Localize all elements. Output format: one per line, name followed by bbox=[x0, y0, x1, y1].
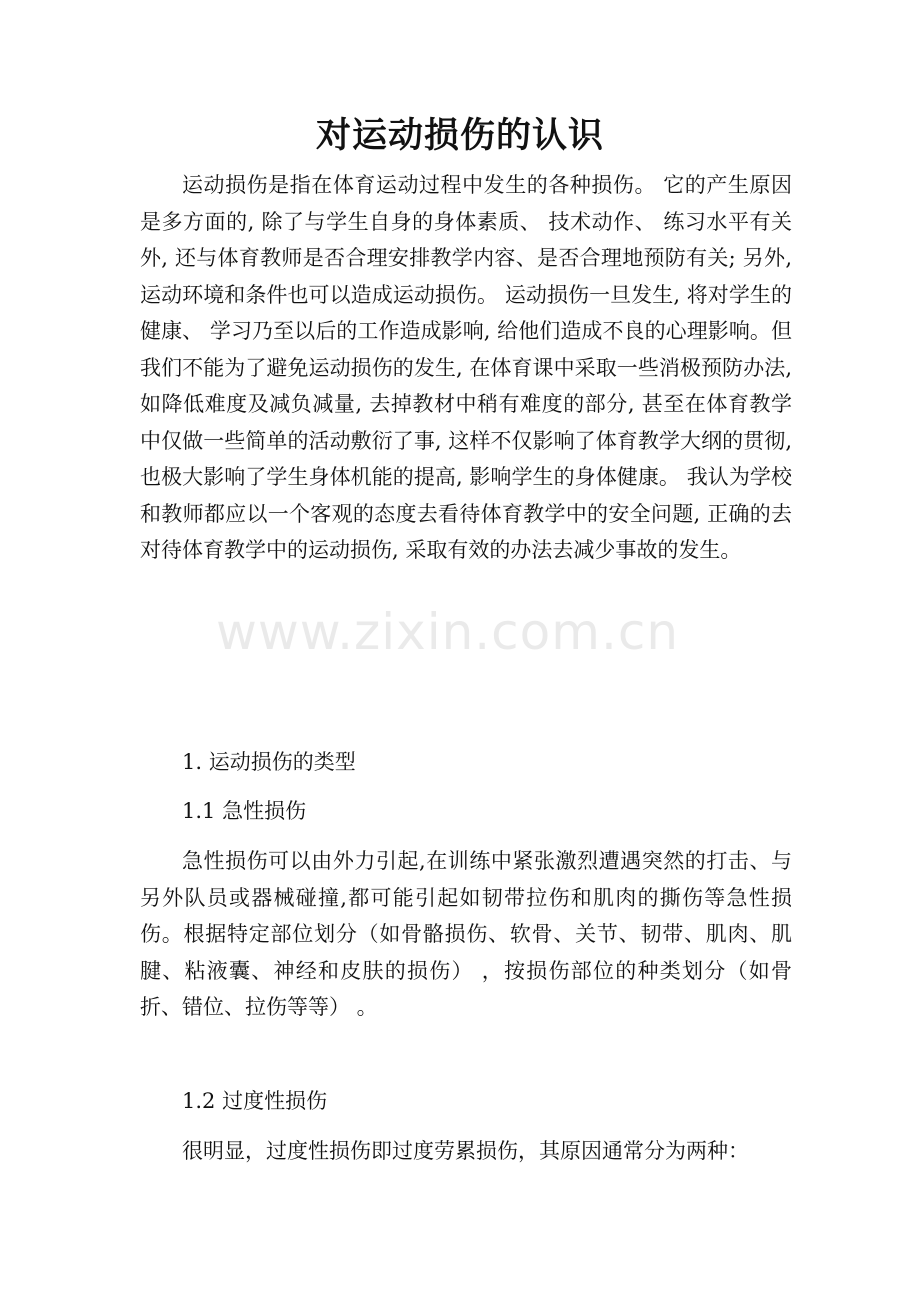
subsection-heading-acute: 1.1 急性损伤 bbox=[182, 799, 307, 823]
intro-paragraph: 运动损伤是指在体育运动过程中发生的各种损伤。 它的产生原因是多方面的, 除了与学生自身的身体素质、 技术动作、 练习水平有关外, 还与体育教师是否合理安排教学内容、是否合理地预防有关; 另外, 运动环境和条件也可以造成运动损伤。 运动损伤一旦发生, 将对学生的健康、 学习乃至以后的工作造成影响, 给他们造成不良的心理影响。但我们不能为了避免运动损伤的发生, 在体育课中采取一些消极预防办法, 如降低难度及减负减量, 去掉教材中稍有难度的部分, 甚至在体育教学中仅做一些简单的活动敷衍了事, 这样不仅影响了体育教学大纲的贯彻, 也极大影响了学生身体机能的提高, 影响学生的身体健康。 我认为学校和教师都应以一个客观的态度去看待体育教学中的安全问题, 正确的去对待体育教学中的运动损伤, 采取有效的办法去减少事故的发生。 bbox=[140, 173, 792, 562]
acute-paragraph: 急性损伤可以由外力引起,在训练中紧张激烈遭遇突然的打击、与另外队员或器械碰撞,都可能引起如韧带拉伤和肌肉的撕伤等急性损伤。根据特定部位划分（如骨骼损伤、软骨、关节、韧带、肌肉、肌腱、粘液囊、神经和皮肤的损伤） ，按损伤部位的种类划分（如骨折、错位、拉伤等等） 。 bbox=[140, 849, 792, 1019]
overuse-paragraph: 很明显，过度性损伤即过度劳累损伤，其原因通常分为两种： bbox=[182, 1139, 749, 1163]
section-heading-types: 1. 运动损伤的类型 bbox=[182, 750, 356, 774]
acute-block bbox=[140, 843, 792, 1026]
watermark: www.zixin.com.cn bbox=[216, 603, 680, 661]
subsection-heading-overuse: 1.2 过度性损伤 bbox=[182, 1089, 328, 1113]
section-block-1-1 bbox=[140, 793, 792, 830]
section-block-1 bbox=[140, 744, 792, 781]
overuse-block bbox=[140, 1133, 792, 1170]
section-block-1-2 bbox=[140, 1083, 792, 1120]
intro-block bbox=[140, 167, 792, 569]
document-title: 对运动损伤的认识 bbox=[315, 115, 604, 156]
